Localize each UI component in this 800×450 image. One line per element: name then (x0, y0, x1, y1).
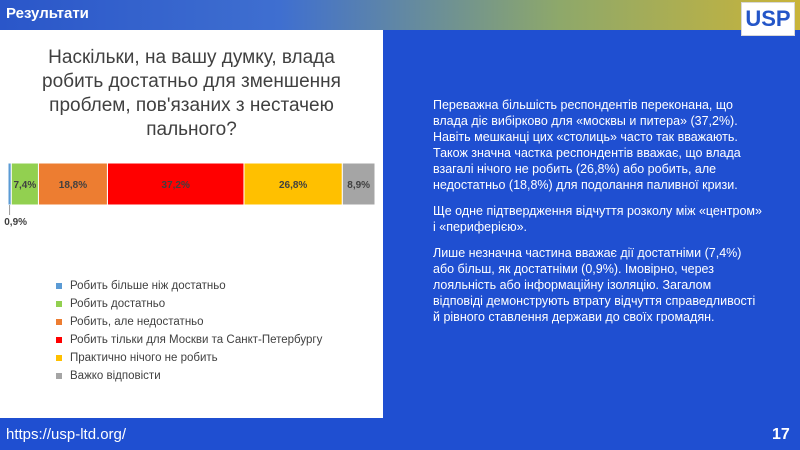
legend-item-1 (56, 295, 322, 313)
legend-item-2 (56, 313, 322, 331)
legend-swatch-0 (56, 283, 62, 289)
commentary-paragraph-2: Ще одне підтвердження відчуття розколу між «центром» і «периферією». (433, 204, 762, 234)
legend-swatch-1 (56, 301, 62, 307)
bar-label-4: 26,8% (278, 180, 308, 191)
page-number: 17 (772, 426, 790, 443)
legend-swatch-5 (56, 373, 62, 379)
commentary-paragraph-1: Переважна більшість респондентів переконана, що влада діє вибірково для «москвы и питера» (37,2%). Навіть мешканці цих «столиць» часто так вважають. Також значна частка респондентів вважає, що влада взагалі нічого не робить (26,8%) або робить, але недостатньо (18,8%) для подолання паливної кризи. (433, 98, 741, 192)
legend-item-5 (56, 367, 322, 385)
legend-label-5: Важко відповісти (70, 370, 161, 382)
commentary (433, 97, 763, 335)
legend-label-0: Робить більше ніж достатньо (70, 280, 226, 292)
bar-label-5: 8,9% (347, 180, 371, 191)
legend-item-3 (56, 331, 322, 349)
header-bar (0, 0, 800, 30)
chart-legend (56, 277, 322, 385)
legend-label-1: Робить достатньо (70, 298, 166, 310)
legend-item-4 (56, 349, 322, 367)
legend-label-4: Практично нічого не робить (70, 352, 218, 364)
section-title: Результати (6, 5, 89, 22)
legend-swatch-2 (56, 319, 62, 325)
website-link[interactable]: https://usp-ltd.org/ (6, 426, 127, 443)
commentary-paragraph-3: Лише незначна частина вважає дії достатніми (7,4%) або більш, як достатніми (0,9%). Імовірно, через лояльність або інформаційну ізоляцію. Загалом відповіді демонструють втрату відчуття справедливості й рівного ставлення держави до своїх громадян. (433, 246, 756, 324)
legend-item-0 (56, 277, 322, 295)
bar-label-3: 37,2% (161, 180, 190, 191)
chart-question: Наскільки, на вашу думку, влада робить достатньо для зменшення проблем, пов'язаних з нестачею пального? (42, 47, 341, 140)
legend-swatch-3 (56, 337, 62, 343)
usp-logo (741, 2, 795, 36)
logo-text: USP (745, 6, 791, 31)
bar-label-0: 0,9% (4, 217, 28, 228)
legend-label-3: Робить тільки для Москви та Санкт-Петербургу (70, 334, 323, 346)
chart-panel (0, 30, 383, 418)
legend-label-2: Робить, але недостатньо (70, 316, 204, 328)
legend-swatch-4 (56, 355, 62, 361)
bar-label-2: 18,8% (58, 180, 88, 191)
bar-label-1: 7,4% (13, 180, 37, 191)
